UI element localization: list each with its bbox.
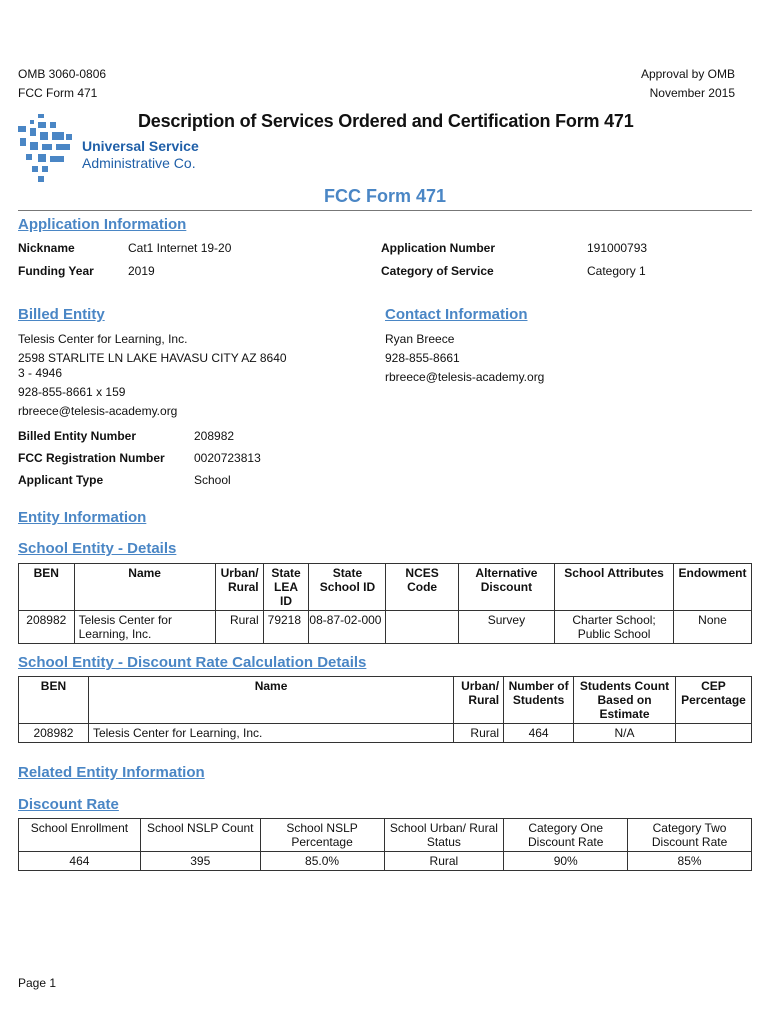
column-header: BEN xyxy=(19,564,75,611)
nickname-label: Nickname xyxy=(18,241,75,255)
contact-name: Ryan Breece xyxy=(385,332,455,346)
number-of-students-cell: 464 xyxy=(504,724,574,743)
urban-rural-status-cell: Rural xyxy=(384,852,504,871)
billed-entity-email: rbreece@telesis-academy.org xyxy=(18,404,178,418)
category-label: Category of Service xyxy=(381,264,494,278)
name-cell: Telesis Center for Learning, Inc. xyxy=(74,611,215,644)
category-two-rate-cell: 85% xyxy=(628,852,752,871)
column-header: Endowment xyxy=(674,564,752,611)
applicant-type-value: School xyxy=(194,473,231,487)
column-header: State LEA ID xyxy=(263,564,309,611)
column-header: Urban/ Rural xyxy=(454,677,504,724)
billed-entity-number-label: Billed Entity Number xyxy=(18,429,137,443)
column-header: Name xyxy=(88,677,453,724)
funding-year-value: 2019 xyxy=(128,264,155,278)
category-value: Category 1 xyxy=(587,264,646,278)
students-estimate-cell: N/A xyxy=(574,724,676,743)
billed-entity-address1: 2598 STARLITE LN LAKE HAVASU CITY AZ 8640 xyxy=(18,351,287,365)
column-header: Number of Students xyxy=(504,677,574,724)
urban-rural-cell: Rural xyxy=(215,611,263,644)
header-left xyxy=(18,65,106,103)
nslp-count-cell: 395 xyxy=(140,852,260,871)
discount-calc-heading: School Entity - Discount Rate Calculation Details xyxy=(18,654,367,671)
related-entity-heading: Related Entity Information xyxy=(18,764,205,781)
column-header: Alternative Discount xyxy=(458,564,554,611)
ben-cell: 208982 xyxy=(19,724,89,743)
contact-phone: 928-855-8661 xyxy=(385,351,460,365)
contact-email: rbreece@telesis-academy.org xyxy=(385,370,545,384)
column-header: School Enrollment xyxy=(19,819,141,852)
application-info-heading: Application Information xyxy=(18,216,187,233)
endowment-cell: None xyxy=(674,611,752,644)
header-right xyxy=(641,65,735,103)
discount-rate-heading: Discount Rate xyxy=(18,796,119,813)
billed-entity-heading: Billed Entity xyxy=(18,306,105,323)
logo-line2: Administrative Co. xyxy=(82,155,196,171)
table-row xyxy=(19,852,752,871)
nickname-value: Cat1 Internet 19-20 xyxy=(128,241,232,255)
logo-line1: Universal Service xyxy=(82,138,199,154)
category-one-rate-cell: 90% xyxy=(504,852,628,871)
column-header: School Attributes xyxy=(555,564,674,611)
column-header: State School ID xyxy=(309,564,386,611)
school-attributes-cell: Charter School; Public School xyxy=(555,611,674,644)
omb-number: OMB 3060-0806 xyxy=(18,67,107,81)
school-enrollment-cell: 464 xyxy=(19,852,141,871)
table-header-row xyxy=(19,819,752,852)
billed-entity-name: Telesis Center for Learning, Inc. xyxy=(18,332,188,346)
application-number-label: Application Number xyxy=(381,241,496,255)
approval-date: November 2015 xyxy=(649,86,735,100)
school-entity-details-heading: School Entity - Details xyxy=(18,540,177,557)
billed-entity-address2: 3 - 4946 xyxy=(18,366,63,380)
column-header: Category Two Discount Rate xyxy=(628,819,752,852)
document-title: Description of Services Ordered and Certification Form 471 xyxy=(138,111,634,131)
column-header: Category One Discount Rate xyxy=(504,819,628,852)
ben-cell: 208982 xyxy=(19,611,75,644)
name-cell: Telesis Center for Learning, Inc. xyxy=(88,724,453,743)
billed-entity-phone: 928-855-8661 x 159 xyxy=(18,385,126,399)
applicant-type-label: Applicant Type xyxy=(18,473,104,487)
billed-entity-number-value: 208982 xyxy=(194,429,235,443)
urban-rural-cell: Rural xyxy=(454,724,504,743)
discount-rate-table xyxy=(18,818,752,871)
column-header: CEP Percentage xyxy=(675,677,751,724)
billed-entity-block xyxy=(18,330,287,421)
funding-year-label: Funding Year xyxy=(18,264,94,278)
entity-info-heading: Entity Information xyxy=(18,509,147,526)
column-header: School Urban/ Rural Status xyxy=(384,819,504,852)
form-number: FCC Form 471 xyxy=(18,86,98,100)
approval-text: Approval by OMB xyxy=(640,67,735,81)
discount-calc-table xyxy=(18,676,752,743)
column-header: Urban/ Rural xyxy=(215,564,263,611)
nces-code-cell xyxy=(386,611,458,644)
nslp-percentage-cell: 85.0% xyxy=(260,852,384,871)
table-row xyxy=(19,724,752,743)
application-number-value: 191000793 xyxy=(587,241,648,255)
table-header-row xyxy=(19,564,752,611)
cep-percentage-cell xyxy=(675,724,751,743)
column-header: BEN xyxy=(19,677,89,724)
contact-info-heading: Contact Information xyxy=(385,306,528,323)
column-header: Name xyxy=(74,564,215,611)
table-header-row xyxy=(19,677,752,724)
alternative-discount-cell: Survey xyxy=(458,611,554,644)
usac-logo-icon xyxy=(16,114,78,186)
state-lea-id-cell: 79218 xyxy=(263,611,309,644)
page-number: Page 1 xyxy=(18,976,57,990)
fcc-registration-label: FCC Registration Number xyxy=(18,451,165,465)
contact-block xyxy=(385,330,544,387)
column-header: School NSLP Percentage xyxy=(260,819,384,852)
state-school-id-cell: 08-87-02-000 xyxy=(309,611,386,644)
school-entity-details-table xyxy=(18,563,752,644)
form-name: FCC Form 471 xyxy=(323,186,447,206)
table-row xyxy=(19,611,752,644)
fcc-registration-value: 0020723813 xyxy=(194,451,261,465)
column-header: School NSLP Count xyxy=(140,819,260,852)
column-header: Students Count Based on Estimate xyxy=(574,677,676,724)
logo-text xyxy=(82,138,199,172)
column-header: NCES Code xyxy=(386,564,458,611)
divider xyxy=(18,210,752,211)
